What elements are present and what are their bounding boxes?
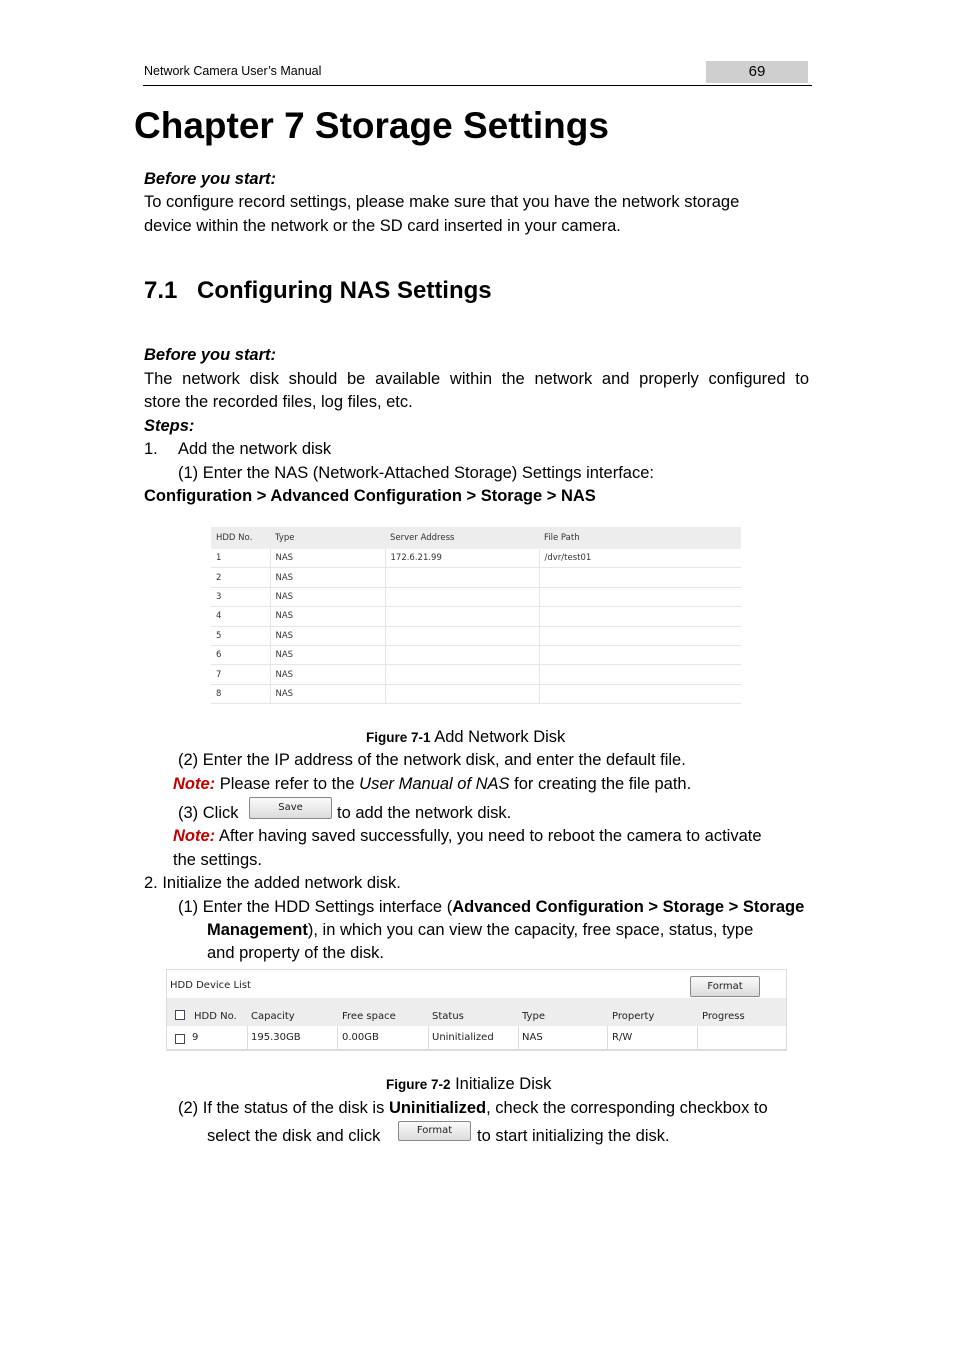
table-row[interactable] bbox=[211, 568, 741, 587]
figure-1-label: Figure 7-1 bbox=[366, 730, 431, 745]
hdd-no-cell: 2 bbox=[211, 568, 270, 587]
step-2-sub-2-post: , check the corresponding checkbox to bbox=[486, 1099, 768, 1117]
step-2-sub-2 bbox=[178, 1097, 768, 1120]
nas-table-header-row bbox=[211, 527, 741, 549]
section-before-line-2: store the recorded files, log files, etc. bbox=[144, 393, 413, 411]
step-2-sub-2-line-2-post: to start initializing the disk. bbox=[477, 1127, 670, 1145]
column-header-progress: Progress bbox=[702, 1011, 745, 1022]
step-2-sub-1 bbox=[178, 896, 804, 919]
table-row[interactable] bbox=[211, 587, 741, 606]
type-cell: NAS bbox=[270, 568, 385, 587]
file-path-cell[interactable]: /dvr/test01 bbox=[539, 549, 741, 568]
file-path-cell[interactable] bbox=[539, 587, 741, 606]
table-row[interactable] bbox=[211, 549, 741, 568]
column-divider bbox=[518, 1026, 519, 1049]
type-cell: NAS bbox=[522, 1032, 543, 1043]
hdd-no-cell: 7 bbox=[211, 665, 270, 684]
file-path-cell[interactable] bbox=[539, 607, 741, 626]
figure-1-caption bbox=[366, 726, 565, 749]
server-address-cell[interactable] bbox=[385, 607, 539, 626]
note-2-text: After having saved successfully, you need to reboot the camera to activate bbox=[215, 827, 762, 845]
file-path-cell[interactable] bbox=[539, 568, 741, 587]
column-header-hdd-no: HDD No. bbox=[211, 527, 270, 549]
format-button[interactable]: Format bbox=[690, 976, 760, 997]
table-row[interactable] bbox=[211, 607, 741, 626]
server-address-cell[interactable] bbox=[385, 626, 539, 645]
column-divider bbox=[697, 1026, 698, 1049]
nas-settings-table bbox=[211, 527, 741, 704]
note-1-label: Note: bbox=[173, 775, 216, 793]
step-2-text: 2. Initialize the added network disk. bbox=[144, 874, 401, 892]
note-1 bbox=[173, 773, 691, 796]
step-1-sub-3-post: to add the network disk. bbox=[337, 804, 512, 822]
manual-title: Network Camera User’s Manual bbox=[144, 64, 322, 78]
server-address-cell[interactable]: 172.6.21.99 bbox=[385, 549, 539, 568]
hdd-no-cell: 4 bbox=[211, 607, 270, 626]
figure-2-text: Initialize Disk bbox=[450, 1075, 552, 1093]
header-rule bbox=[143, 85, 812, 86]
note-2 bbox=[173, 825, 762, 848]
column-header-property: Property bbox=[612, 1011, 655, 1022]
hdd-no-cell: 8 bbox=[211, 684, 270, 703]
type-cell: NAS bbox=[270, 684, 385, 703]
select-all-checkbox[interactable] bbox=[175, 1010, 185, 1020]
figure-2-label: Figure 7-2 bbox=[386, 1077, 451, 1092]
file-path-cell[interactable] bbox=[539, 665, 741, 684]
column-header-free-space: Free space bbox=[342, 1011, 396, 1022]
note-1-post: for creating the file path. bbox=[509, 775, 692, 793]
step-1-sub-3-pre: (3) Click bbox=[178, 804, 239, 822]
step-2-sub-1-path-end: Management bbox=[207, 921, 308, 939]
type-cell: NAS bbox=[270, 607, 385, 626]
column-divider bbox=[607, 1026, 608, 1049]
step-2-sub-1-rest: ), in which you can view the capacity, free space, status, type bbox=[307, 921, 754, 939]
file-path-cell[interactable] bbox=[539, 626, 741, 645]
column-header-hdd-no: HDD No. bbox=[194, 1011, 237, 1022]
intro-before-label: Before you start: bbox=[144, 170, 277, 188]
table-row[interactable] bbox=[211, 665, 741, 684]
hdd-device-list-title: HDD Device List bbox=[170, 980, 251, 991]
hdd-no-cell: 1 bbox=[211, 549, 270, 568]
hdd-no-cell: 6 bbox=[211, 645, 270, 664]
table-row[interactable] bbox=[211, 645, 741, 664]
column-header-type: Type bbox=[522, 1011, 545, 1022]
step-1-sub-1: (1) Enter the NAS (Network-Attached Storage) Settings interface: bbox=[178, 464, 654, 482]
file-path-cell[interactable] bbox=[539, 645, 741, 664]
note-1-pre: Please refer to the bbox=[215, 775, 360, 793]
section-before-label: Before you start: bbox=[144, 346, 277, 364]
hdd-no-cell: 9 bbox=[192, 1032, 199, 1043]
format-inline-button[interactable]: Format bbox=[398, 1121, 471, 1141]
hdd-no-cell: 5 bbox=[211, 626, 270, 645]
step-1-number: 1. bbox=[144, 440, 158, 458]
page-number: 69 bbox=[706, 61, 808, 83]
note-2-line-2: the settings. bbox=[173, 851, 262, 869]
column-header-server-address: Server Address bbox=[385, 527, 539, 549]
column-header-status: Status bbox=[432, 1011, 464, 1022]
server-address-cell[interactable] bbox=[385, 568, 539, 587]
intro-line-2: device within the network or the SD card inserted in your camera. bbox=[144, 217, 621, 235]
step-2-sub-2-status: Uninitialized bbox=[388, 1099, 487, 1117]
disk-row-checkbox[interactable] bbox=[175, 1034, 185, 1044]
column-header-capacity: Capacity bbox=[251, 1011, 295, 1022]
hdd-table-row-divider bbox=[167, 1049, 786, 1050]
server-address-cell[interactable] bbox=[385, 684, 539, 703]
table-row[interactable] bbox=[211, 684, 741, 703]
step-2-sub-1-line-3: and property of the disk. bbox=[207, 944, 385, 962]
type-cell: NAS bbox=[270, 645, 385, 664]
column-header-type: Type bbox=[270, 527, 385, 549]
step-1-sub-2: (2) Enter the IP address of the network disk, and enter the default file. bbox=[178, 751, 686, 769]
free-space-cell: 0.00GB bbox=[342, 1032, 379, 1043]
type-cell: NAS bbox=[270, 665, 385, 684]
step-2-sub-1-path: Advanced Configuration > Storage > Storage bbox=[452, 898, 805, 916]
server-address-cell[interactable] bbox=[385, 587, 539, 606]
save-button[interactable]: Save bbox=[249, 797, 332, 819]
hdd-no-cell: 3 bbox=[211, 587, 270, 606]
steps-label: Steps: bbox=[144, 417, 195, 435]
section-before-line-1: The network disk should be available within the network and properly configured to bbox=[144, 370, 809, 388]
nas-menu-path: Configuration > Advanced Configuration > Storage > NAS bbox=[144, 487, 596, 505]
section-title: Configuring NAS Settings bbox=[197, 277, 492, 304]
step-2-sub-2-pre: (2) If the status of the disk is bbox=[178, 1099, 389, 1117]
column-divider bbox=[428, 1026, 429, 1049]
figure-2-caption bbox=[386, 1073, 551, 1096]
file-path-cell[interactable] bbox=[539, 684, 741, 703]
step-2-sub-1-line-2 bbox=[207, 919, 753, 942]
server-address-cell[interactable] bbox=[385, 665, 539, 684]
step-2-sub-2-line-2-pre: select the disk and click bbox=[207, 1127, 381, 1145]
capacity-cell: 195.30GB bbox=[251, 1032, 301, 1043]
step-1-text: Add the network disk bbox=[178, 440, 332, 458]
note-2-label: Note: bbox=[173, 827, 216, 845]
figure-1-text: Add Network Disk bbox=[430, 728, 566, 746]
section-number: 7.1 bbox=[144, 277, 178, 304]
server-address-cell[interactable] bbox=[385, 645, 539, 664]
column-divider bbox=[247, 1026, 248, 1049]
property-cell: R/W bbox=[612, 1032, 633, 1043]
type-cell: NAS bbox=[270, 626, 385, 645]
intro-line-1: To configure record settings, please make sure that you have the network storage bbox=[144, 193, 740, 211]
column-header-file-path: File Path bbox=[539, 527, 741, 549]
table-row[interactable] bbox=[211, 626, 741, 645]
type-cell: NAS bbox=[270, 549, 385, 568]
step-2-sub-1-pre: (1) Enter the HDD Settings interface ( bbox=[178, 898, 453, 916]
status-cell: Uninitialized bbox=[432, 1032, 494, 1043]
note-1-italic: User Manual of NAS bbox=[359, 775, 510, 793]
column-divider bbox=[337, 1026, 338, 1049]
type-cell: NAS bbox=[270, 587, 385, 606]
chapter-title: Chapter 7 Storage Settings bbox=[134, 105, 609, 146]
